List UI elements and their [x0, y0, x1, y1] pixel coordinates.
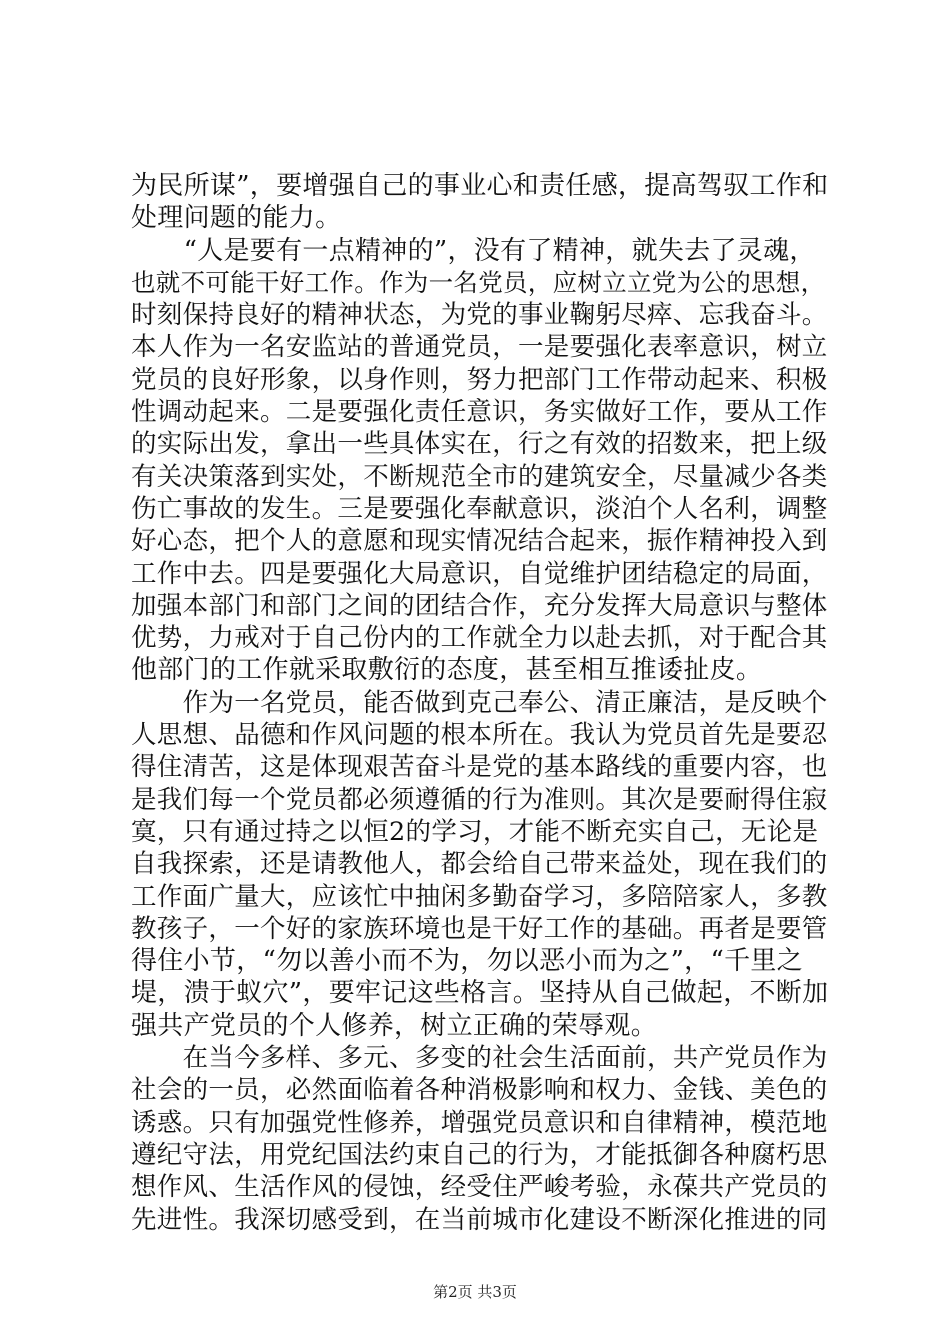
text-line: 得住小节，“勿以善小而不为，勿以恶小而为之”，“千里之	[131, 946, 803, 977]
text-line: 的实际出发，拿出一些具体实在，行之有效的招数来，把上级	[131, 429, 828, 460]
page-footer: 第2页 共3页	[433, 1283, 517, 1301]
text-line: 他部门的工作就采取敷衍的态度，甚至相互推诿扯皮。	[131, 655, 763, 686]
text-line: 伤亡事故的发生。三是要强化奉献意识，淡泊个人名利，调整	[131, 493, 828, 524]
text-line: “人是要有一点精神的”，没有了精神，就失去了灵魂，	[131, 235, 816, 266]
text-line: 工作中去。四是要强化大局意识，自觉维护团结稳定的局面，	[131, 558, 828, 589]
text-line: 堤，溃于蚁穴”，要牢记这些格言。坚持从自己做起，不断加	[131, 978, 829, 1009]
text-line: 处理问题的能力。	[131, 203, 342, 234]
text-line: 有关决策落到实处，不断规范全市的建筑安全，尽量减少各类	[131, 461, 828, 492]
text-line: 想作风、生活作风的侵蚀，经受住严峻考验，永葆共产党员的	[131, 1172, 828, 1203]
text-line: 强共产党员的个人修养，树立正确的荣辱观。	[131, 1010, 658, 1041]
text-line: 寞，只有通过持之以恒2的学习，才能不断充实自己，无论是	[131, 816, 819, 847]
text-line: 在当今多样、多元、多变的社会生活面前，共产党员作为	[131, 1043, 828, 1074]
text-line: 也就不可能干好工作。作为一名党员，应树立立党为公的思想，	[131, 267, 826, 297]
text-line: 是我们每一个党员都必须遵循的行为准则。其次是要耐得住寂	[131, 784, 828, 815]
text-line: 时刻保持良好的精神状态，为党的事业鞠躬尽瘁、忘我奋斗。	[131, 300, 828, 331]
text-line: 社会的一员，必然面临着各种消极影响和权力、金钱、美色的	[131, 1075, 828, 1106]
text-line: 自我探索，还是请教他人，都会给自己带来益处，现在我们的	[131, 849, 828, 880]
text-line: 教孩子，一个好的家族环境也是干好工作的基础。再者是要管	[131, 913, 828, 944]
text-line: 遵纪守法，用党纪国法约束自己的行为，才能抵御各种腐朽思	[131, 1139, 828, 1170]
text-line: 好心态，把个人的意愿和现实情况结合起来，振作精神投入到	[131, 526, 828, 557]
text-line: 工作面广量大，应该忙中抽闲多勤奋学习，多陪陪家人，多教	[131, 881, 828, 912]
text-line: 得住清苦，这是体现艰苦奋斗是党的基本路线的重要内容，也	[131, 752, 828, 783]
text-line: 性调动起来。二是要强化责任意识，务实做好工作，要从工作	[131, 397, 828, 428]
text-line: 加强本部门和部门之间的团结合作，充分发挥大局意识与整体	[131, 590, 828, 621]
text-line: 诱惑。只有加强党性修养，增强党员意识和自律精神，模范地	[131, 1107, 828, 1138]
text-line: 优势，力戒对于自己份内的工作就全力以赴去抓，对于配合其	[131, 623, 828, 654]
text-line: 党员的良好形象，以身作则，努力把部门工作带动起来、积极	[131, 364, 828, 395]
text-line: 先进性。我深切感受到，在当前城市化建设不断深化推进的同	[131, 1204, 828, 1235]
text-line: 作为一名党员，能否做到克己奉公、清正廉洁，是反映个	[131, 687, 828, 718]
text-line: 人思想、品德和作风问题的根本所在。我认为党员首先是要忍	[131, 720, 828, 751]
text-line: 为民所谋”，要增强自己的事业心和责任感，提高驾驭工作和	[131, 171, 829, 201]
text-line: 本人作为一名安监站的普通党员，一是要强化表率意识，树立	[131, 332, 828, 363]
body-text	[131, 170, 831, 1236]
